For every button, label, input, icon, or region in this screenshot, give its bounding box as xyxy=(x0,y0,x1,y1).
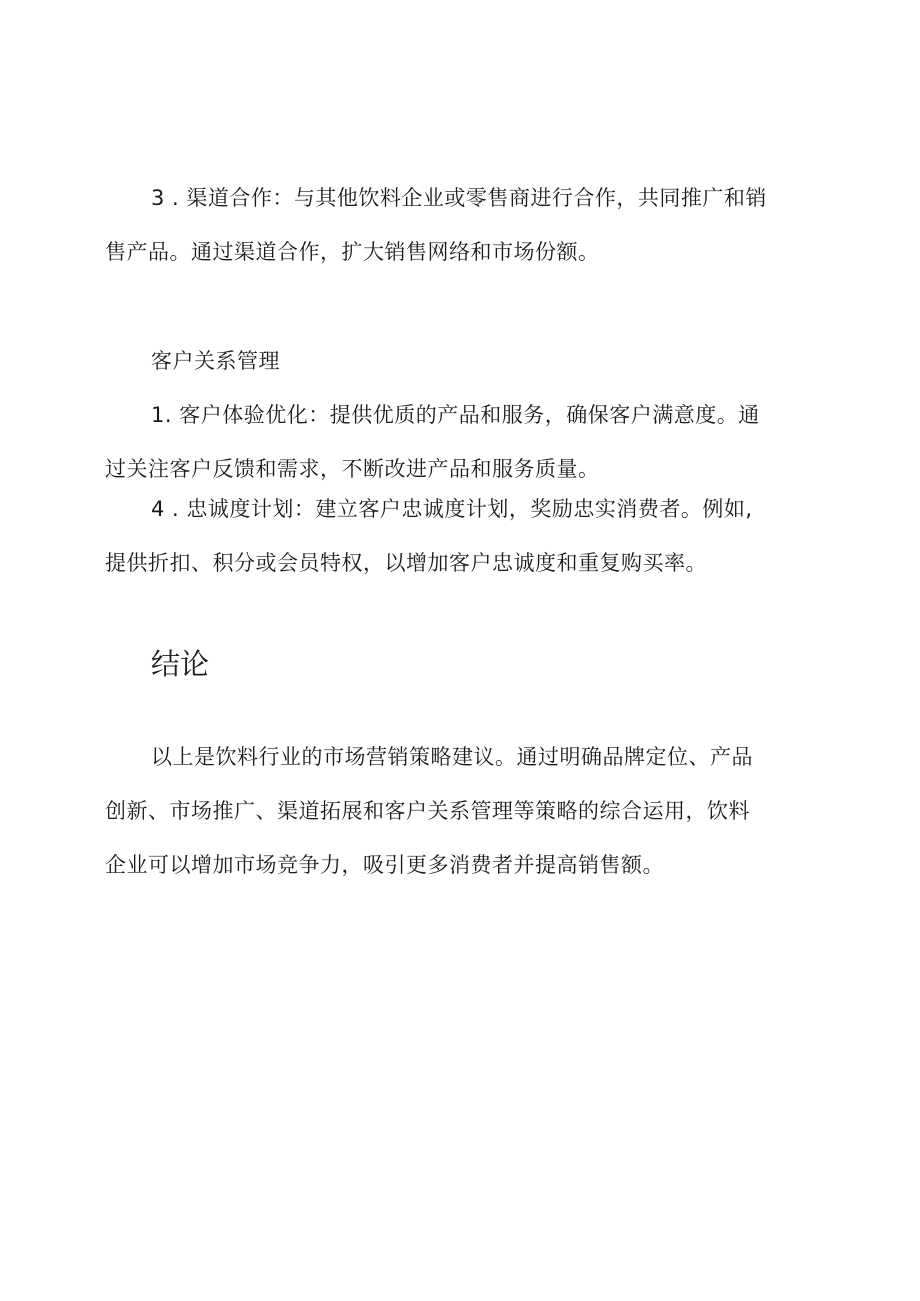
channel-cooperation-paragraph xyxy=(105,171,817,279)
paragraph-line: 企业可以增加市场竞争力，吸引更多消费者并提高销售额。 xyxy=(105,853,664,877)
paragraph-line: 售产品。通过渠道合作，扩大销售网络和市场份额。 xyxy=(105,240,600,264)
paragraph-line: 4 . 忠诚度计划：建立客户忠诚度计划，奖励忠实消费者。例如, xyxy=(151,497,753,521)
conclusion-heading: 结论 xyxy=(151,647,210,681)
paragraph-line: 过关注客户反馈和需求，不断改进产品和服务质量。 xyxy=(105,457,600,481)
conclusion-paragraph xyxy=(105,730,817,892)
paragraph-line: 以上是饮料行业的市场营销策略建议。通过明确品牌定位、产品 xyxy=(151,745,753,769)
loyalty-program-paragraph xyxy=(105,482,817,590)
paragraph-line: 创新、市场推广、渠道拓展和客户关系管理等策略的综合运用，饮料 xyxy=(105,799,750,823)
customer-experience-paragraph xyxy=(105,388,817,496)
paragraph-line: 3 . 渠道合作：与其他饮料企业或零售商进行合作，共同推广和销 xyxy=(151,186,767,210)
crm-section-title: 客户关系管理 xyxy=(151,349,280,373)
paragraph-line: 1. 客户体验优化：提供优质的产品和服务，确保客户满意度。通 xyxy=(151,403,760,427)
paragraph-line: 提供折扣、积分或会员特权，以增加客户忠诚度和重复购买率。 xyxy=(105,551,707,575)
